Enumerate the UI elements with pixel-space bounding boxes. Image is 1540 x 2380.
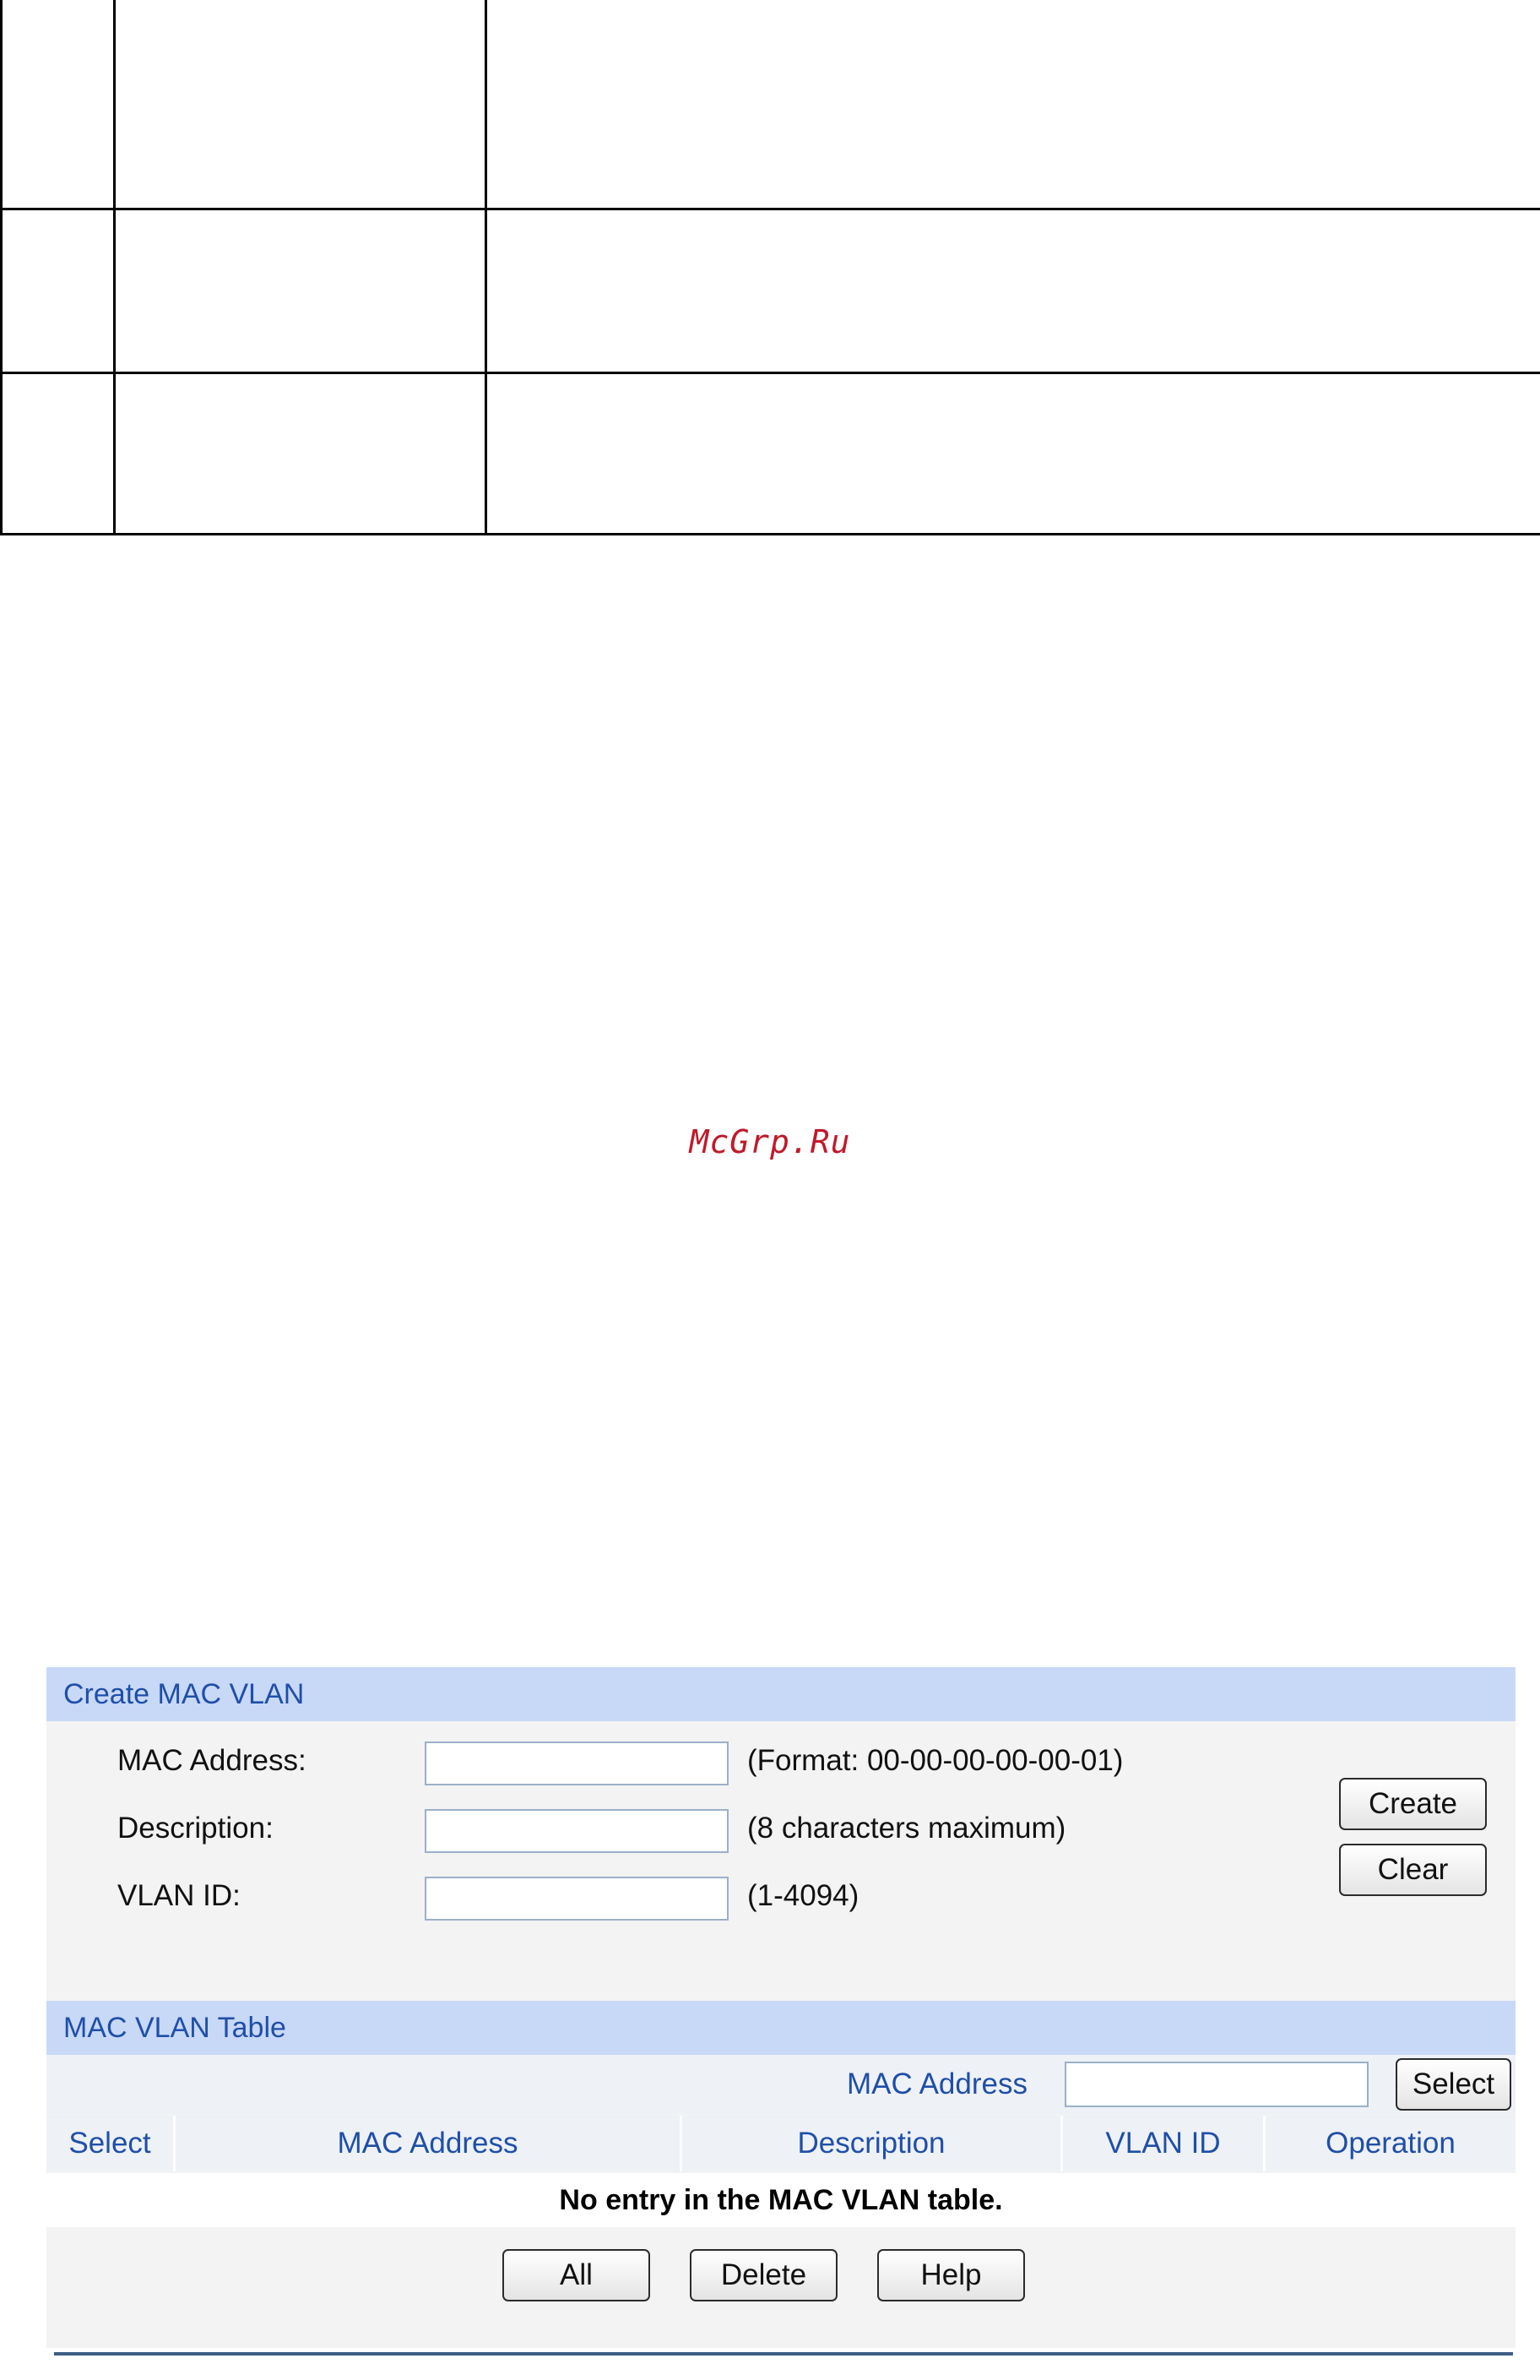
- table-cell: [486, 209, 1540, 372]
- search-mac-address-input[interactable]: [1065, 2062, 1369, 2107]
- column-header-select: Select: [46, 2116, 176, 2171]
- all-button[interactable]: All: [502, 2249, 650, 2301]
- description-label: Description:: [117, 1812, 274, 1845]
- vlan-id-label: VLAN ID:: [117, 1879, 241, 1912]
- bottom-divider: [54, 2352, 1513, 2356]
- column-header-operation: Operation: [1266, 2116, 1516, 2171]
- document-table-row: [2, 372, 1540, 534]
- select-search-button[interactable]: Select: [1396, 2058, 1511, 2111]
- column-header-mac-address: MAC Address: [176, 2116, 682, 2171]
- column-header-vlan-id: VLAN ID: [1063, 2116, 1266, 2171]
- mac-address-input[interactable]: [425, 1742, 729, 1785]
- clear-button[interactable]: Clear: [1339, 1844, 1487, 1896]
- table-cell: [115, 0, 486, 209]
- table-cell: [115, 372, 486, 534]
- table-column-headers: [46, 2116, 1516, 2171]
- table-cell: [2, 209, 115, 372]
- document-table: [0, 0, 1540, 535]
- table-cell: [2, 372, 115, 534]
- mac-vlan-table-header: MAC VLAN Table: [46, 2001, 1516, 2055]
- create-mac-vlan-header: Create MAC VLAN: [46, 1667, 1516, 1721]
- vlan-id-range-hint: (1-4094): [747, 1879, 859, 1912]
- mac-vlan-panel: [46, 1667, 1516, 2348]
- mac-address-format-hint: (Format: 00-00-00-00-00-01): [747, 1744, 1124, 1777]
- table-cell: [2, 0, 115, 209]
- create-button[interactable]: Create: [1339, 1778, 1487, 1830]
- search-mac-address-label: MAC Address: [847, 2068, 1028, 2100]
- empty-table-message: No entry in the MAC VLAN table.: [46, 2173, 1516, 2227]
- description-length-hint: (8 characters maximum): [747, 1812, 1066, 1845]
- delete-button[interactable]: Delete: [690, 2249, 838, 2301]
- document-table-row: [2, 0, 1540, 209]
- table-cell: [115, 209, 486, 372]
- watermark: McGrp.Ru: [689, 1123, 851, 1160]
- table-cell: [486, 372, 1540, 534]
- description-input[interactable]: [425, 1809, 729, 1853]
- table-search-row: [46, 2055, 1516, 2114]
- document-table-row: [2, 209, 1540, 372]
- table-cell: [486, 0, 1540, 209]
- vlan-id-input[interactable]: [425, 1877, 729, 1921]
- mac-address-label: MAC Address:: [117, 1744, 306, 1777]
- help-button[interactable]: Help: [877, 2249, 1025, 2301]
- column-header-description: Description: [682, 2116, 1063, 2171]
